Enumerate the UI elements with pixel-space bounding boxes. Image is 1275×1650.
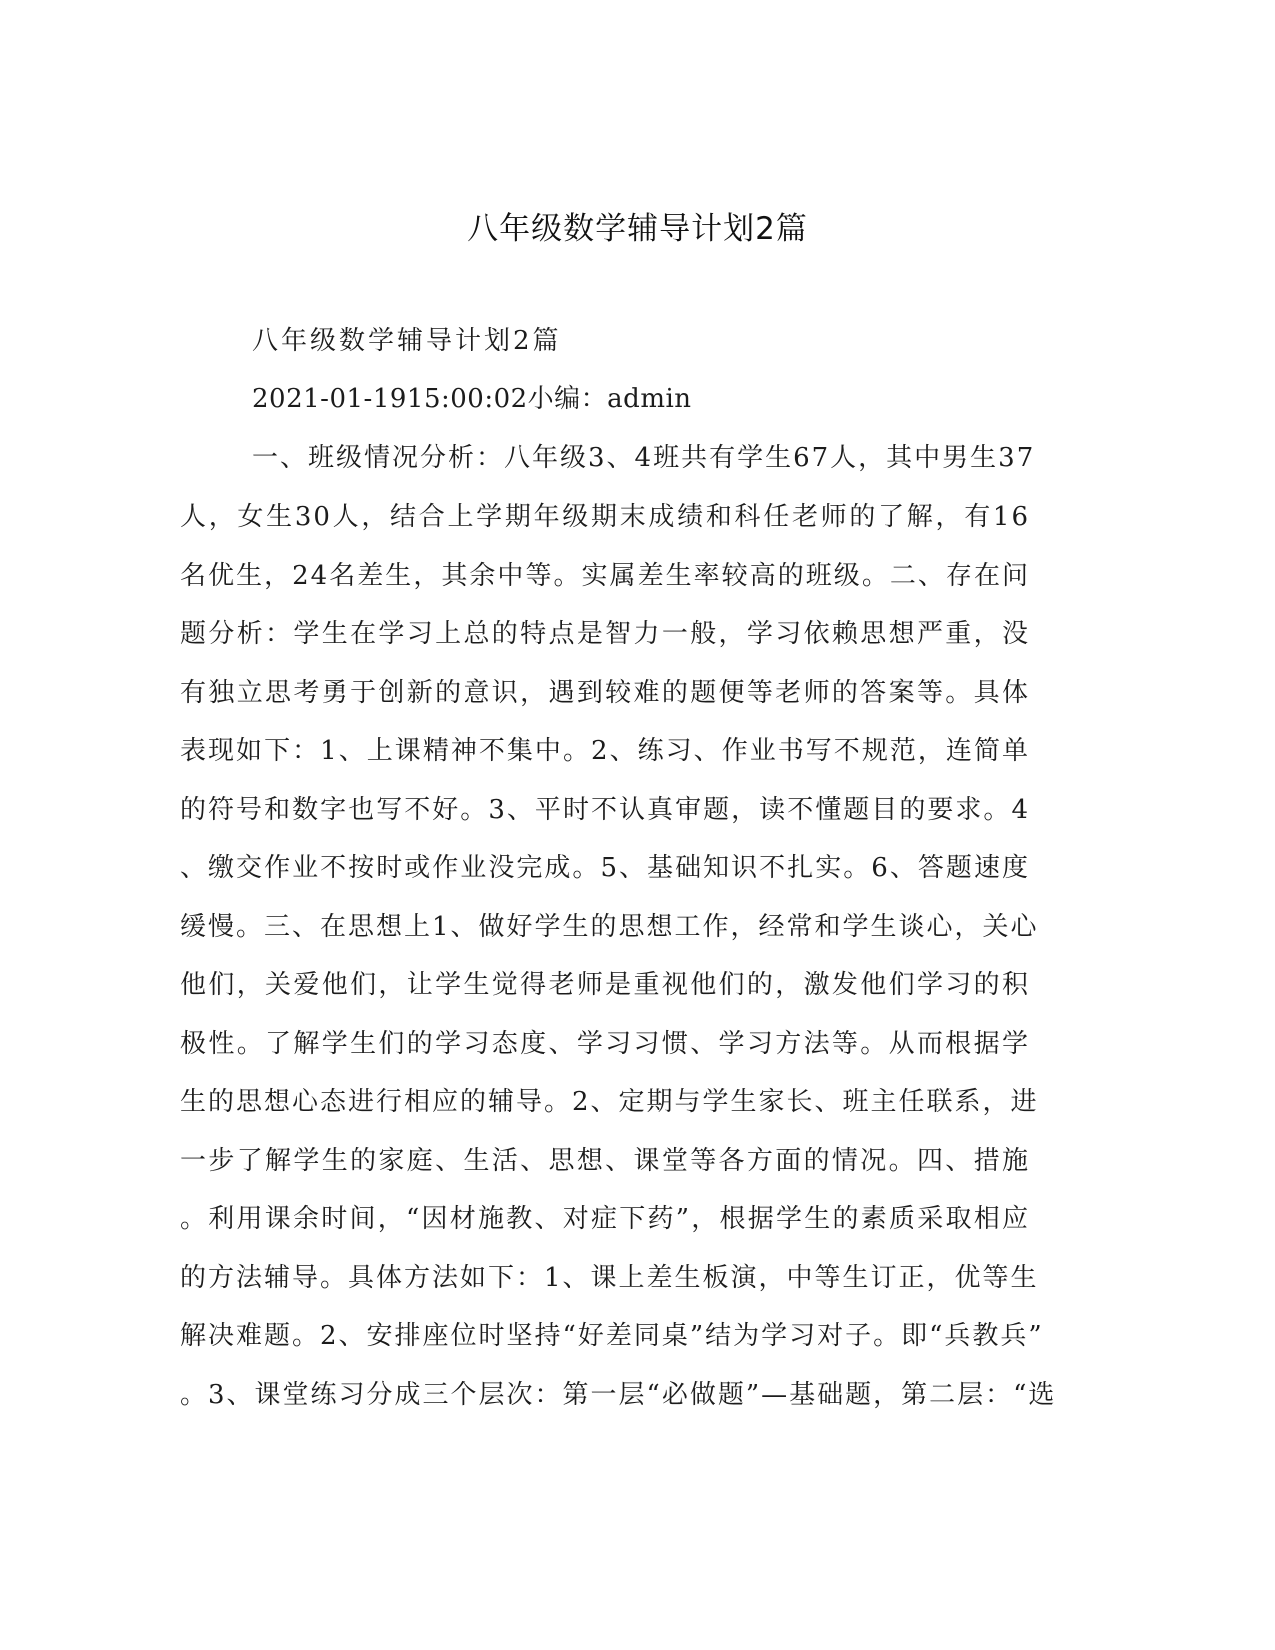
paragraph-line: 题分析：学生在学习上总的特点是智力一般，学习依赖思想严重，没 <box>180 619 1030 649</box>
publish-meta: 2021-01-1915:00:02小编：admin <box>252 384 692 414</box>
paragraph-line: 一、班级情况分析：八年级3、4班共有学生67人，其中男生37 <box>252 443 1036 473</box>
document-subtitle: 八年级数学辅导计划2篇 <box>252 326 562 356</box>
paragraph-line: 名优生，24名差生，其余中等。实属差生率较高的班级。二、存在问 <box>180 561 1030 591</box>
paragraph-line: 的符号和数字也写不好。3、平时不认真审题，读不懂题目的要求。4 <box>180 795 1030 825</box>
paragraph-line: 一步了解学生的家庭、生活、思想、课堂等各方面的情况。四、措施 <box>180 1146 1030 1176</box>
paragraph-line: 解决难题。2、安排座位时坚持“好差同桌”结为学习对子。即“兵教兵” <box>180 1321 1044 1351</box>
paragraph-line: 极性。了解学生们的学习态度、学习习惯、学习方法等。从而根据学 <box>180 1029 1030 1059</box>
paragraph-line: 缓慢。三、在思想上1、做好学生的思想工作，经常和学生谈心，关心 <box>180 912 1039 942</box>
paragraph-line: 。3、课堂练习分成三个层次：第一层“必做题”—基础题，第二层：“选 <box>180 1380 1057 1410</box>
paragraph-line: 的方法辅导。具体方法如下：1、课上差生板演，中等生订正，优等生 <box>180 1263 1039 1293</box>
document-title: 八年级数学辅导计划2篇 <box>467 211 808 247</box>
paragraph-line: 人，女生30人，结合上学期年级期末成绩和科任老师的了解，有16 <box>180 502 1030 532</box>
paragraph-line: 有独立思考勇于创新的意识，遇到较难的题便等老师的答案等。具体 <box>180 678 1030 708</box>
paragraph-line: 生的思想心态进行相应的辅导。2、定期与学生家长、班主任联系，进 <box>180 1087 1039 1117</box>
paragraph-line: 。利用课余时间，“因材施教、对症下药”，根据学生的素质采取相应 <box>180 1204 1030 1234</box>
paragraph-line: 表现如下：1、上课精神不集中。2、练习、作业书写不规范，连简单 <box>180 736 1030 766</box>
paragraph-line: 他们，关爱他们，让学生觉得老师是重视他们的，激发他们学习的积 <box>180 970 1030 1000</box>
paragraph-line: 、缴交作业不按时或作业没完成。5、基础知识不扎实。6、答题速度 <box>180 853 1030 883</box>
